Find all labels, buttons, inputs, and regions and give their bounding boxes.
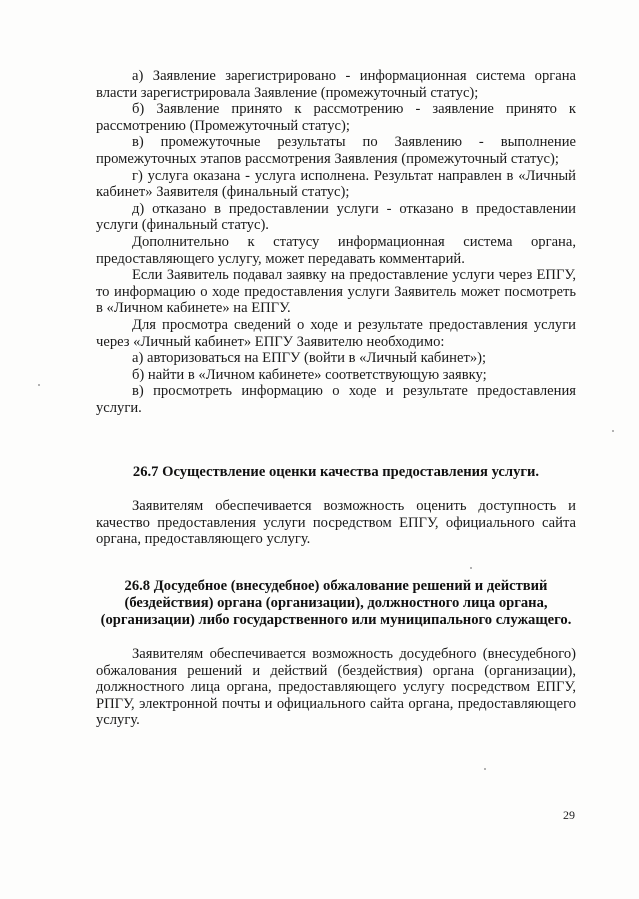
section-26-8-body: Заявителям обеспечивается возможность досудебного (внесудебного) обжалования решений и действий (бездействия) органа (организации), должностного лица органа, предоставляющего услугу посредством ЕПГУ, РПГУ, электронной почты и официального сайта органа, предоставляющего услугу. (96, 646, 576, 729)
paragraph-step-authorize: а) авторизоваться на ЕПГУ (войти в «Личный кабинет»); (132, 350, 487, 367)
paragraph-status-registered: а) Заявление зарегистрировано - информационная система органа власти зарегистрировала Заявление (промежуточный статус); (96, 68, 576, 101)
paragraph-comment-info: Дополнительно к статусу информационная система органа, предоставляющего услугу, может передавать комментарий. (96, 233, 576, 267)
section-26-8-heading-line2: (бездействия) органа (организации), должностного лица органа, (124, 595, 548, 611)
paragraph-view-instructions: Для просмотра сведений о ходе и результате предоставления услуги через «Личный кабинет» ЕПГУ Заявителю необходимо: (96, 316, 576, 350)
scan-speck (38, 384, 40, 386)
section-26-8-heading (96, 578, 576, 629)
paragraph-status-completed: г) услуга оказана - услуга исполнена. Результат направлен в «Личный кабинет» Заявителя (финальный статус); (96, 167, 576, 201)
section-26-8-heading-line1: 26.8 Досудебное (внесудебное) обжалование решений и действий (124, 578, 548, 594)
paragraph-status-refused: д) отказано в предоставлении услуги - отказано в предоставлении услуги (финальный статус). (96, 200, 576, 234)
paragraph-step-view: в) просмотреть информацию о ходе и результате предоставления услуги. (96, 383, 576, 416)
scan-speck (484, 768, 486, 770)
status-list-block (96, 68, 576, 416)
scan-speck (612, 430, 614, 432)
section-26-7-body: Заявителям обеспечивается возможность оценить доступность и качество предоставления услуги посредством ЕПГУ, официального сайта органа, предоставляющего услугу. (96, 498, 576, 548)
section-26-7-heading: 26.7 Осуществление оценки качества предоставления услуги. (132, 464, 540, 480)
paragraph-status-intermediate: в) промежуточные результаты по Заявлению - выполнение промежуточных этапов рассмотрения Заявления (промежуточный статус); (96, 134, 576, 167)
section-26-8-heading-line3: (организации) либо государственного или муниципального служащего. (100, 612, 572, 628)
scan-speck (470, 567, 472, 569)
section-26-8-body-block (96, 646, 576, 729)
paragraph-epgu-info: Если Заявитель подавал заявку на предоставление услуги через ЕПГУ, то информацию о ходе предоставления услуги Заявитель может посмотреть в «Личном кабинете» на ЕПГУ. (96, 267, 576, 317)
page-number: 29 (563, 808, 575, 822)
paragraph-status-accepted: б) Заявление принято к рассмотрению - заявление принято к рассмотрению (Промежуточный статус); (96, 101, 576, 134)
section-26-7-body-block (96, 498, 576, 548)
paragraph-step-find: б) найти в «Личном кабинете» соответствующую заявку; (132, 366, 487, 383)
